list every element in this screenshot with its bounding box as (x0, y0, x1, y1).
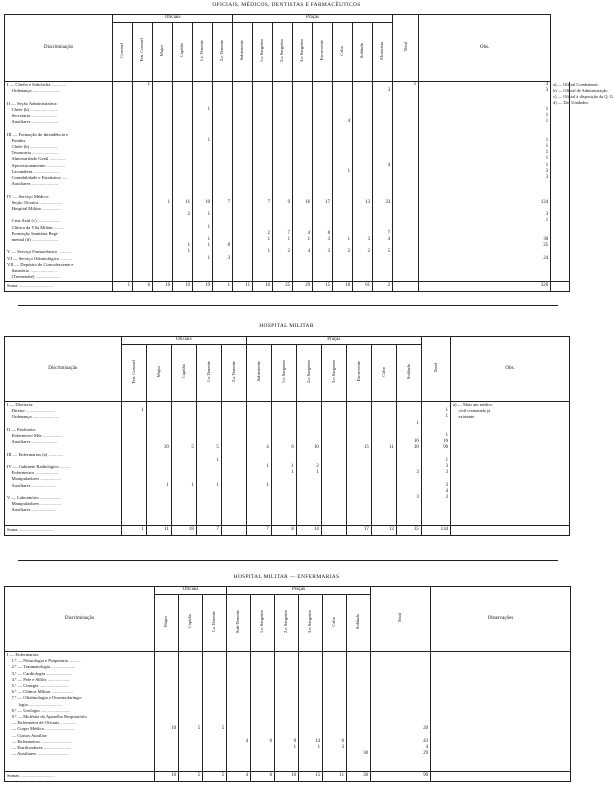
table2-col-values: 11 (371, 402, 396, 526)
table1-col-values (233, 82, 253, 282)
table3-col-values: 5 (179, 652, 203, 772)
table3-obs-header: Observações (431, 587, 571, 652)
table3-col-header: Soldado (355, 613, 361, 629)
table1-col-values: 4 1 1 2 (333, 82, 353, 282)
table1-col-header: 1.o Tenente (199, 39, 205, 62)
table3-total-values: 20 43 4 29 (371, 652, 431, 772)
table1-obs-header: Obs. (419, 15, 551, 82)
table2-discriminacao-header: Discriminação (5, 337, 122, 402)
table2-col-header: 2.o Sargento (305, 359, 311, 384)
table1-col-header: Coronel (119, 43, 125, 58)
table3-col-values: 9 1 (275, 652, 299, 772)
table1-col-header: Cabo (339, 45, 345, 56)
table2-soma-value: 17 (346, 526, 371, 536)
table3-col-header: Total (397, 612, 403, 623)
table1-pracas-header: Praças (233, 15, 393, 23)
table3-pracas-header: Praças (227, 587, 371, 595)
table3-col-values: 14 1 (299, 652, 323, 772)
table1-col-values: 13 3 2 (353, 82, 373, 282)
table2-title: HOSPITAL MILITAR (259, 323, 314, 329)
table1-col-values: 7 8 3 (213, 82, 233, 282)
table2-soma-label: Soma .............................. (5, 526, 122, 536)
table2-col-values: 10 2 1 (296, 402, 321, 526)
table1-row-labels: I — Chefia e Subchefia ............. Ordenança ........................ II — Seção Administrativa: Chefe (b) ........................ Secretaria ....................... Auxiliares ....................... III — Formação de Intendência e Fundos: Chefe (b) ........................ Tesouraria ....................... Almoxarifado Geral .............. Aprovisionamento ................ Lavanderia ....................... Contabilidade e Estatística ..... Auxiliares ....................... IV — Serviço Médico: Seção Técnica .................... Hospital Militar ................. Cruz Azul (c) .................... Clínica da Vila Militar ......... Formação Sanitária Regi- mental (d) ....................... V — Serviço Farmacêutico ........... VI — Serviço Odontológico .......... VII — Depósito de Convalescente e Sanatório ....................... (Tremembé) ...................... (5, 82, 113, 282)
table1-soma-value: 29 (293, 281, 313, 291)
table2-col-header: Ten. Coronel (130, 359, 136, 384)
table2-soma-value: 1 (121, 526, 146, 536)
table1-col-values (113, 82, 133, 282)
table2-soma-value: 7 (196, 526, 221, 536)
table3-soma-value: 5 (203, 772, 227, 782)
table1-col-header: Major (159, 44, 165, 57)
table3-col-values: 30 (347, 652, 371, 772)
table2-total-values: 1 1 1 16 90 1 3 3 3 4 3 (421, 402, 450, 526)
table1-soma-value: 61 (353, 281, 373, 291)
table1 (4, 14, 614, 292)
table2-col-values: 15 (346, 402, 371, 526)
table2-soma-value: 13 (371, 526, 396, 536)
table3-soma-value: 4 (227, 772, 251, 782)
table1-col-values: 9 7 1 2 (273, 82, 293, 282)
table1-soma-value: 16 (153, 281, 173, 291)
table1-soma-value: 25 (273, 281, 293, 291)
table2-col-values: 1 16 30 3 3 (396, 402, 421, 526)
table1-soma-value: 18 (333, 281, 353, 291)
table3-col-header: Cabo (331, 616, 337, 627)
table3 (4, 586, 571, 782)
table3-col-header: Capitão (187, 614, 193, 629)
table2-observations: a) — Mais um médico civil contratado já existente. (451, 402, 570, 526)
table2-col-values: 10 1 (146, 402, 171, 526)
table3-oficiais-header: Oficiais (155, 587, 227, 595)
table2-col-header: Major (155, 365, 161, 378)
table1-col-values: 11 2 1 1 (173, 82, 193, 282)
table3-soma-value: 5 (179, 772, 203, 782)
table3-soma-total: 90 (371, 772, 431, 782)
table1-title: OFICIAIS, MÉDICOS, DENTISTAS E FARMACÊUTICOS (212, 2, 361, 8)
table2-pracas-header: Praças (246, 337, 421, 345)
table1-col-values: 1 (153, 82, 173, 282)
table2-col-values (321, 402, 346, 526)
table1-total-values: 3 3 1 1 1 1 1 1 1 1 3 3 134 3 1 30 25 24 (419, 82, 551, 282)
table1-col-values: 1 1 10 1 1 1 1 1 (193, 82, 213, 282)
table2-soma-value: 35 (396, 526, 421, 536)
table1-col-header: Total (402, 41, 408, 52)
table3-col-header: 2.o Sargento (283, 609, 289, 634)
table2-col-header: Cabo (380, 366, 386, 377)
table1-col-values: 1 (393, 82, 419, 282)
table2-soma-value: 11 (146, 526, 171, 536)
table1-soma-value: 15 (313, 281, 333, 291)
table1-soma-value (393, 281, 419, 291)
table3-col-header: Major (163, 615, 169, 628)
table2-col-header: Escrevente (355, 361, 361, 382)
table2-soma-value (321, 526, 346, 536)
table1-col-header: Capitão (179, 43, 185, 58)
table1-col-values: 16 4 1 4 (293, 82, 313, 282)
table3-soma-value: 10 (275, 772, 299, 782)
table3-soma-value: 30 (347, 772, 371, 782)
table3-col-header: 3.o Sargento (307, 609, 313, 634)
table1-soma-value: 10 (253, 281, 273, 291)
table2-oficiais-header: Oficiais (121, 337, 246, 345)
table1-soma-value: 11 (233, 281, 253, 291)
table1-soma-value: 1 (213, 281, 233, 291)
table2-col-header: Subtenente (255, 361, 261, 382)
table3-col-values: 10 (155, 652, 179, 772)
table3-col-header: Sub-Tenente (235, 609, 241, 634)
table1-col-header: Soldado (359, 42, 365, 58)
table1-col-values: 17 8 3 3 (313, 82, 333, 282)
table2-soma-value (221, 526, 246, 536)
table1-col-values: 1 (133, 82, 153, 282)
section-separator (18, 560, 558, 561)
table2-col-values: 5 1 (171, 402, 196, 526)
table2-col-header: 1.o Tenente (205, 360, 211, 383)
table1-soma-value: 1 (113, 281, 133, 291)
table3-discriminacao-header: Discriminação (5, 587, 155, 652)
table3-title: HOSPITAL MILITAR — ENFERMARIAS (233, 574, 340, 580)
table3-col-header: 1.o Tenente (211, 610, 217, 633)
table2-col-values: 1 (121, 402, 146, 526)
table1-oficiais-header: Oficiais (113, 15, 233, 23)
table2-col-header: Capitão (180, 364, 186, 379)
table2-col-header: Total (432, 362, 438, 373)
table1-col-values: 7 2 1 1 (253, 82, 273, 282)
table1-col-header: 1.o Sargento (259, 38, 265, 63)
table2-soma-value: 14 (296, 526, 321, 536)
table3-col-header: 1.o Sargento (259, 609, 265, 634)
table1-col-header: Ten. Coronel (139, 38, 145, 63)
table3-soma-value: 10 (155, 772, 179, 782)
table2-col-values (221, 402, 246, 526)
table1-col-header: Subtenente (239, 40, 245, 61)
table1-col-header: Motorista (379, 41, 385, 60)
table1-observations: a) — Oficial Combatente. b) — Oficial de Administração. c) — Oficial à disposição da Q. G. d) — Das Unidades. (551, 82, 570, 282)
table1-soma-label: Soma .............................. (5, 281, 113, 291)
table1-soma-value: 2 (373, 281, 393, 291)
table3-row-labels: I — Enfermarias: 1.ª — Neurologia e Psiquiatria .......... 2.ª — Traumatologia ..................... 3.ª — Cardiologia ....................... 4.ª — Pele e Sífilis .................... 5.ª — Cirurgia .......................... 6.ª — Clínica Militar ................... 7.ª — Oftalmologia e Otorrinolaringo- logia ............................. 8.ª — Urologia .......................... 9.ª — Moléstia do Aparelho Respiratório — Enfermeira de Oficiais ............... — Corpo Médico ......................... — Cursos Auxiliar: — Enfermeiros ........................... — Estrilizadores ........................ — Auxiliares ............................ (5, 652, 155, 772)
section-separator (18, 305, 558, 306)
table2-obs-header: Obs. (451, 337, 570, 402)
table2-soma-value: 8 (271, 526, 296, 536)
table1-soma-value: 19 (173, 281, 193, 291)
table2-col-header: 1.o Sargento (280, 359, 286, 384)
table1-soma-total: 328 (419, 281, 551, 291)
table1-col-header: 3.o Sargento (299, 38, 305, 63)
table1-soma-value: 19 (193, 281, 213, 291)
table2-col-header: Soldado (405, 363, 411, 379)
table2-row-labels: I — Diretoria: Diretor ......................... Ordenança ....................... II — Pardoaria: Enfermeiro-Mór ................. Auxiliares ...................... III — Enfermarias (a) ............. IV — Gabinete Radiológico ......... Enfermeiros .................... Manipuladores .................. Auxiliares ..................... V — Laboratório ................... Manipuladores .................. Auxiliares ..................... (5, 402, 122, 526)
table2-soma-value: 18 (171, 526, 196, 536)
table3-observations (431, 652, 571, 772)
table1-soma-value: 6 (133, 281, 153, 291)
table2-col-values: 5 1 1 (196, 402, 221, 526)
table3-soma-label: Somas .............................. (5, 772, 155, 782)
table1-col-header: 2.o Sargento (279, 38, 285, 63)
table1-discriminacao-header: Discriminação (5, 15, 113, 82)
table3-soma-value: 6 (251, 772, 275, 782)
table3-col-values: 6 (251, 652, 275, 772)
table2-col-values: 6 1 1 (271, 402, 296, 526)
table2-col-header: 2.o Tenente (230, 360, 236, 383)
table3-col-values: 6 3 (323, 652, 347, 772)
table2-soma-total: 134 (421, 526, 450, 536)
table3-soma-value: 11 (323, 772, 347, 782)
table2-col-header: 3.o Sargento (330, 359, 336, 384)
table3-col-values: 4 (227, 652, 251, 772)
table2-soma-value: 7 (246, 526, 271, 536)
table1-col-header: Escrevente (319, 40, 325, 61)
table1-col-header: 2.o Tenente (219, 39, 225, 62)
table3-col-values: 5 (203, 652, 227, 772)
table2-col-values: 4 1 1 (246, 402, 271, 526)
table3-soma-value: 15 (299, 772, 323, 782)
table2 (4, 336, 570, 536)
table1-col-values: 3 4 33 7 4 5 (373, 82, 393, 282)
